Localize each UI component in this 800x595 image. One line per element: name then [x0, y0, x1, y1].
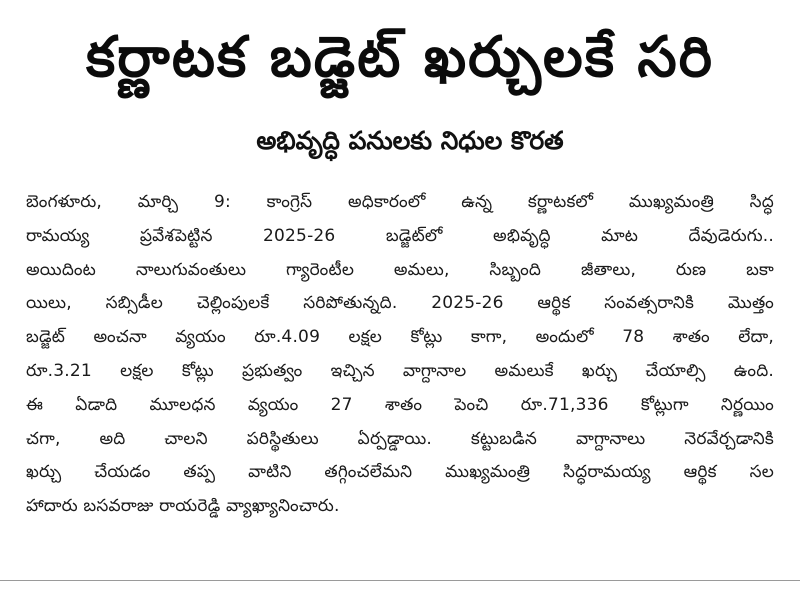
- body-line: ఈ ఏడాది మూలధన వ్యయం 27 శాతం పెంచి రూ.71,336 కోట్లుగా నిర్ణయిం: [26, 394, 774, 415]
- body-line: అయిదింట నాలుగువంతులు గ్యారెంటీల అమలు, సిబ్బంది జీతాలు, రుణ బకా: [26, 259, 774, 280]
- article-headline: కర్ణాటక బడ్జెట్ ఖర్చులకే సరి: [86, 25, 714, 90]
- body-line: రామయ్య ప్రవేశపెట్టిన 2025-26 బడ్జెట్‌లో అభివృద్ధి మాట దేవుడెరుగు..: [26, 225, 774, 246]
- body-line: బడ్జెట్ అంచనా వ్యయం రూ.4.09 లక్షల కోట్లు కాగా, అందులో 78 శాతం లేదా,: [26, 327, 774, 348]
- body-line: చగా, అది చాలని పరిస్థితులు ఏర్పడ్డాయి. కట్టుబడిన వాగ్దానాలు నెరవేర్చడానికి: [26, 428, 774, 449]
- body-line: యిలు, సబ్సిడీల చెల్లింపులకే సరిపోతున్నది. 2025-26 ఆర్థిక సంవత్సరానికి మొత్తం: [26, 293, 774, 314]
- body-line: హాదారు బసవరాజు రాయరెడ్డి వ్యాఖ్యానించారు.: [26, 496, 340, 517]
- body-line: బెంగళూరు, మార్చి 9: కాంగ్రెస్ అధికారంలో ఉన్న కర్ణాటకలో ముఖ్యమంత్రి సిద్ధ: [26, 192, 774, 212]
- body-line: రూ.3.21 లక్షల కోట్లు ప్రభుత్వం ఇచ్చిన వాగ్దానాల అమలుకే ఖర్చు చేయాల్సి ఉంది.: [26, 360, 774, 381]
- article-subheadline: అభివృద్ధి పనులకు నిధుల కొరత: [256, 126, 564, 155]
- article-body: [26, 186, 774, 524]
- body-line: ఖర్చు చేయడం తప్ప వాటిని తగ్గించలేమని ముఖ్యమంత్రి సిద్ధరామయ్య ఆర్థిక సల: [26, 462, 774, 483]
- bottom-divider: [0, 580, 800, 581]
